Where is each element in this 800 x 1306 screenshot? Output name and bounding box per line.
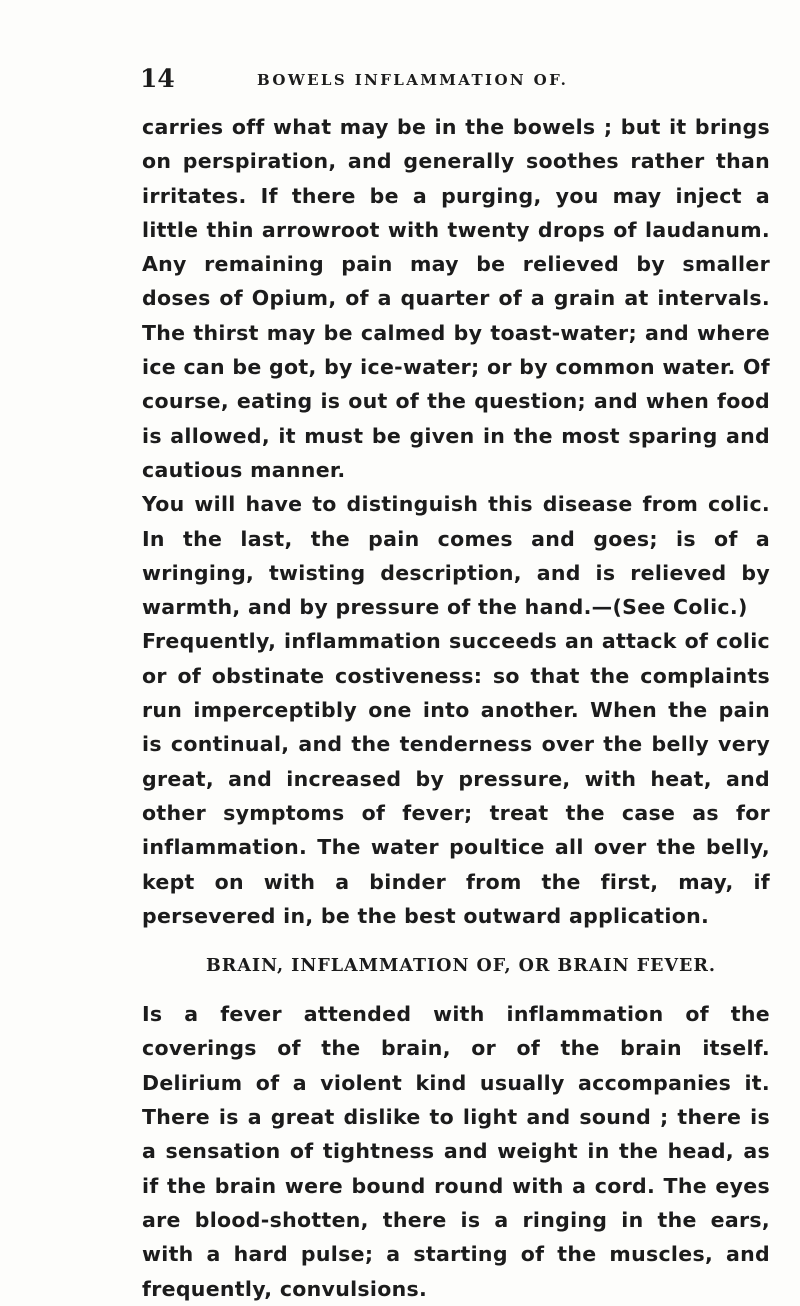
paragraph-treatment: carries off what may be in the bowels ; but it brings on perspiration, and generally soothes rather than irritates. If there be a purging, you may inject a little thin arrowroot with twenty drops of laudanum. Any remaining pain may be relieved by smaller doses of Opium, of a quarter of a grain at intervals. The thirst may be calmed by toast-water; and where ice can be got, by ice-water; or by common water. Of course, eating is out of the question; and when food is allowed, it must be given in the most sparing and cautious manner. [142,115,770,482]
paragraph-distinguish-colic: You will have to distinguish this disease from colic. In the last, the pain comes and goes; is of a wringing, twisting description, and is relieved by warmth, and by pressure of the hand.—(See Colic.) [142,492,770,620]
page-number: 14 [140,64,175,93]
paragraph-inflammation-after-colic: Frequently, inflammation succeeds an attack of colic or of obstinate costiveness: so that the complaints run imperceptibly one into another. When the pain is continual, and the tenderness over the belly very great, and increased by pressure, with heat, and other symptoms of fever; treat the case as for inflammation. The water poultice all over the belly, kept on with a binder from the first, may, if persevered in, be the best outward application. [142,629,770,928]
section-heading-brain-fever: BRAIN, INFLAMMATION OF, OR BRAIN FEVER. [205,956,717,977]
page-header [140,62,780,96]
paragraph-brain-fever: Is a fever attended with inflammation of the coverings of the brain, or of the brain itself. Delirium of a violent kind usually accompanies it. There is a great dislike to light and sound ; there is a sensation of tightness and weight in the head, as if the brain were bound round with a cord. The eyes are blood-shotten, there is a ringing in the ears, with a hard pulse; a starting of the muscles, and frequently, convulsions. [142,1002,770,1301]
body-text [142,110,770,1306]
running-head: BOWELS INFLAMMATION OF. [257,71,569,89]
